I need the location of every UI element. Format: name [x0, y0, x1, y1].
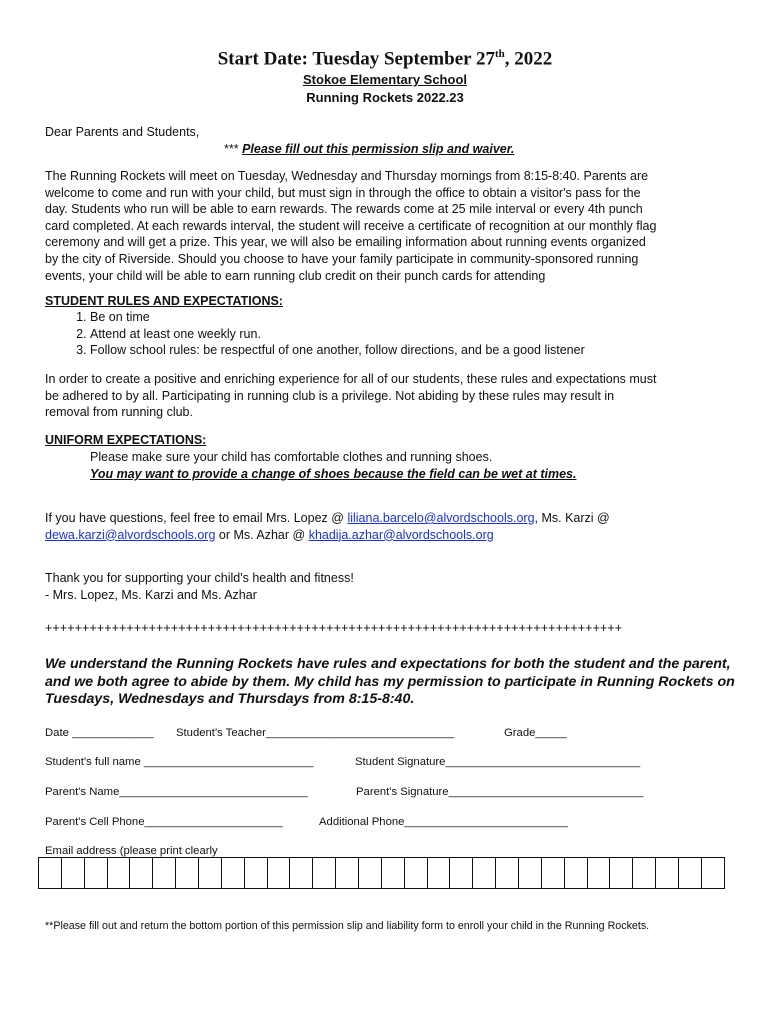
parent-signature-field[interactable]: Parent's Signature_______________________________ [356, 786, 644, 798]
rules-note [45, 371, 656, 421]
parent-name-field[interactable]: Parent's Name______________________________ [45, 786, 308, 798]
closing-line: Thank you for supporting your child's health and fitness! [45, 571, 354, 585]
uniform-heading: UNIFORM EXPECTATIONS: [45, 433, 207, 447]
contact-paragraph [45, 510, 610, 543]
title-text: Start Date: Tuesday September 27 [217, 48, 495, 70]
rules-note-line: removal from running club. [45, 405, 193, 420]
email-char-box[interactable] [542, 858, 565, 888]
greeting: Dear Parents and Students, [45, 125, 200, 139]
intro-line: card completed. At each rewards interval, the student will receive a certificate of recognition at our monthly flag [45, 218, 657, 233]
separator-line: ++++++++++++++++++++++++++++++++++++++++++++++++++++++++++++++++++++++++++++++ [45, 621, 623, 635]
teacher-field[interactable]: Student's Teacher______________________________ [176, 727, 455, 739]
parent-cell-field[interactable]: Parent's Cell Phone______________________ [45, 816, 283, 828]
email-char-box[interactable] [62, 858, 85, 888]
title-superscript: th [494, 48, 505, 60]
email-entry-grid[interactable] [38, 857, 725, 889]
email-char-box[interactable] [290, 858, 313, 888]
email-label: Email address (please print clearly [45, 845, 218, 857]
email-char-box[interactable] [39, 858, 62, 888]
rule-item: 1. Be on time [90, 309, 585, 326]
rule-item: 3. Follow school rules: be respectful of one another, follow directions, and be a good listener [90, 342, 585, 359]
footnote: **Please fill out and return the bottom portion of this permission slip and liability form to enroll your child in the Running Rockets. [45, 920, 650, 932]
intro-paragraph [45, 168, 656, 284]
email-char-box[interactable] [519, 858, 542, 888]
rule-item: 2. Attend at least one weekly run. [90, 326, 585, 343]
intro-line: events, your child will be able to earn running club credit on their punch cards for attending [45, 268, 546, 283]
email-char-box[interactable] [428, 858, 451, 888]
rules-list [45, 309, 585, 359]
email-char-box[interactable] [85, 858, 108, 888]
email-char-box[interactable] [268, 858, 291, 888]
email-char-box[interactable] [382, 858, 405, 888]
email-char-box[interactable] [313, 858, 336, 888]
email-char-box[interactable] [359, 858, 382, 888]
rules-heading: STUDENT RULES AND EXPECTATIONS: [45, 294, 283, 308]
email-link-lopez[interactable]: liliana.barcelo@alvordschools.org [347, 511, 535, 525]
rules-note-line: In order to create a positive and enriching experience for all of our students, these rules and expectations must [45, 372, 657, 386]
intro-line: The Running Rockets will meet on Tuesday, Wednesday and Thursday mornings from 8:15-8:40. Parents are [45, 169, 649, 183]
email-link-karzi[interactable]: dewa.karzi@alvordschools.org [45, 527, 216, 542]
date-field[interactable]: Date _____________ [45, 727, 154, 739]
email-char-box[interactable] [108, 858, 131, 888]
notice-prefix: *** [224, 142, 243, 156]
email-char-box[interactable] [702, 858, 724, 888]
student-signature-field[interactable]: Student Signature_______________________________ [355, 756, 641, 768]
email-char-box[interactable] [565, 858, 588, 888]
rules-note-line: be adhered to by all. Participating in running club is a privilege. Not abiding by these rules may result in [45, 388, 615, 403]
contact-line [45, 527, 610, 544]
email-char-box[interactable] [450, 858, 473, 888]
title-year: , 2022 [504, 48, 553, 70]
email-char-box[interactable] [679, 858, 702, 888]
uniform-note: You may want to provide a change of shoes because the field can be wet at times. [90, 467, 577, 481]
additional-phone-field[interactable]: Additional Phone__________________________ [319, 816, 568, 828]
contact-text: , Ms. Karzi @ [534, 511, 610, 525]
email-char-box[interactable] [496, 858, 519, 888]
signoff: - Mrs. Lopez, Ms. Karzi and Ms. Azhar [45, 587, 257, 602]
agreement-statement: We understand the Running Rockets have rules and expectations for both the student and the parent, and we both agree to abide by them. My child has my permission to participate in Running Rockets on Tuesdays, Wednesdays and Thursdays from 8:15-8:40. [45, 656, 735, 707]
email-char-box[interactable] [610, 858, 633, 888]
notice [224, 141, 514, 158]
email-char-box[interactable] [633, 858, 656, 888]
intro-line: ceremony and will get a prize. This year, we will also be emailing information about running events organized [45, 235, 646, 250]
email-char-box[interactable] [130, 858, 153, 888]
email-char-box[interactable] [222, 858, 245, 888]
email-char-box[interactable] [336, 858, 359, 888]
student-name-field[interactable]: Student's full name ___________________________ [45, 756, 314, 768]
closing [45, 570, 354, 603]
program-season: Running Rockets 2022.23 [306, 90, 464, 105]
contact-text: or Ms. Azhar @ [215, 527, 309, 542]
intro-line: by the city of Riverside. Should you choose to have your family participate in community-sponsored running [45, 251, 639, 266]
email-char-box[interactable] [656, 858, 679, 888]
contact-text: If you have questions, feel free to email Mrs. Lopez @ [45, 511, 348, 525]
email-char-box[interactable] [405, 858, 428, 888]
intro-line: day. Students who run will be able to earn rewards. The rewards come at 25 mile interval or every 4th punch [45, 202, 643, 217]
email-link-azhar[interactable]: khadija.azhar@alvordschools.org [308, 527, 494, 542]
page-title [0, 48, 770, 70]
notice-text: Please fill out this permission slip and waiver. [242, 142, 515, 156]
email-char-box[interactable] [245, 858, 268, 888]
intro-line: welcome to come and run with your child, but must sign in through the office to obtain a visitor's pass for the [45, 185, 641, 200]
email-char-box[interactable] [153, 858, 176, 888]
email-char-box[interactable] [176, 858, 199, 888]
uniform-line: Please make sure your child has comfortable clothes and running shoes. [90, 450, 493, 464]
email-char-box[interactable] [199, 858, 222, 888]
email-char-box[interactable] [588, 858, 611, 888]
contact-line [45, 510, 610, 527]
grade-field[interactable]: Grade_____ [504, 727, 567, 739]
email-char-box[interactable] [473, 858, 496, 888]
school-name: Stokoe Elementary School [303, 72, 467, 87]
